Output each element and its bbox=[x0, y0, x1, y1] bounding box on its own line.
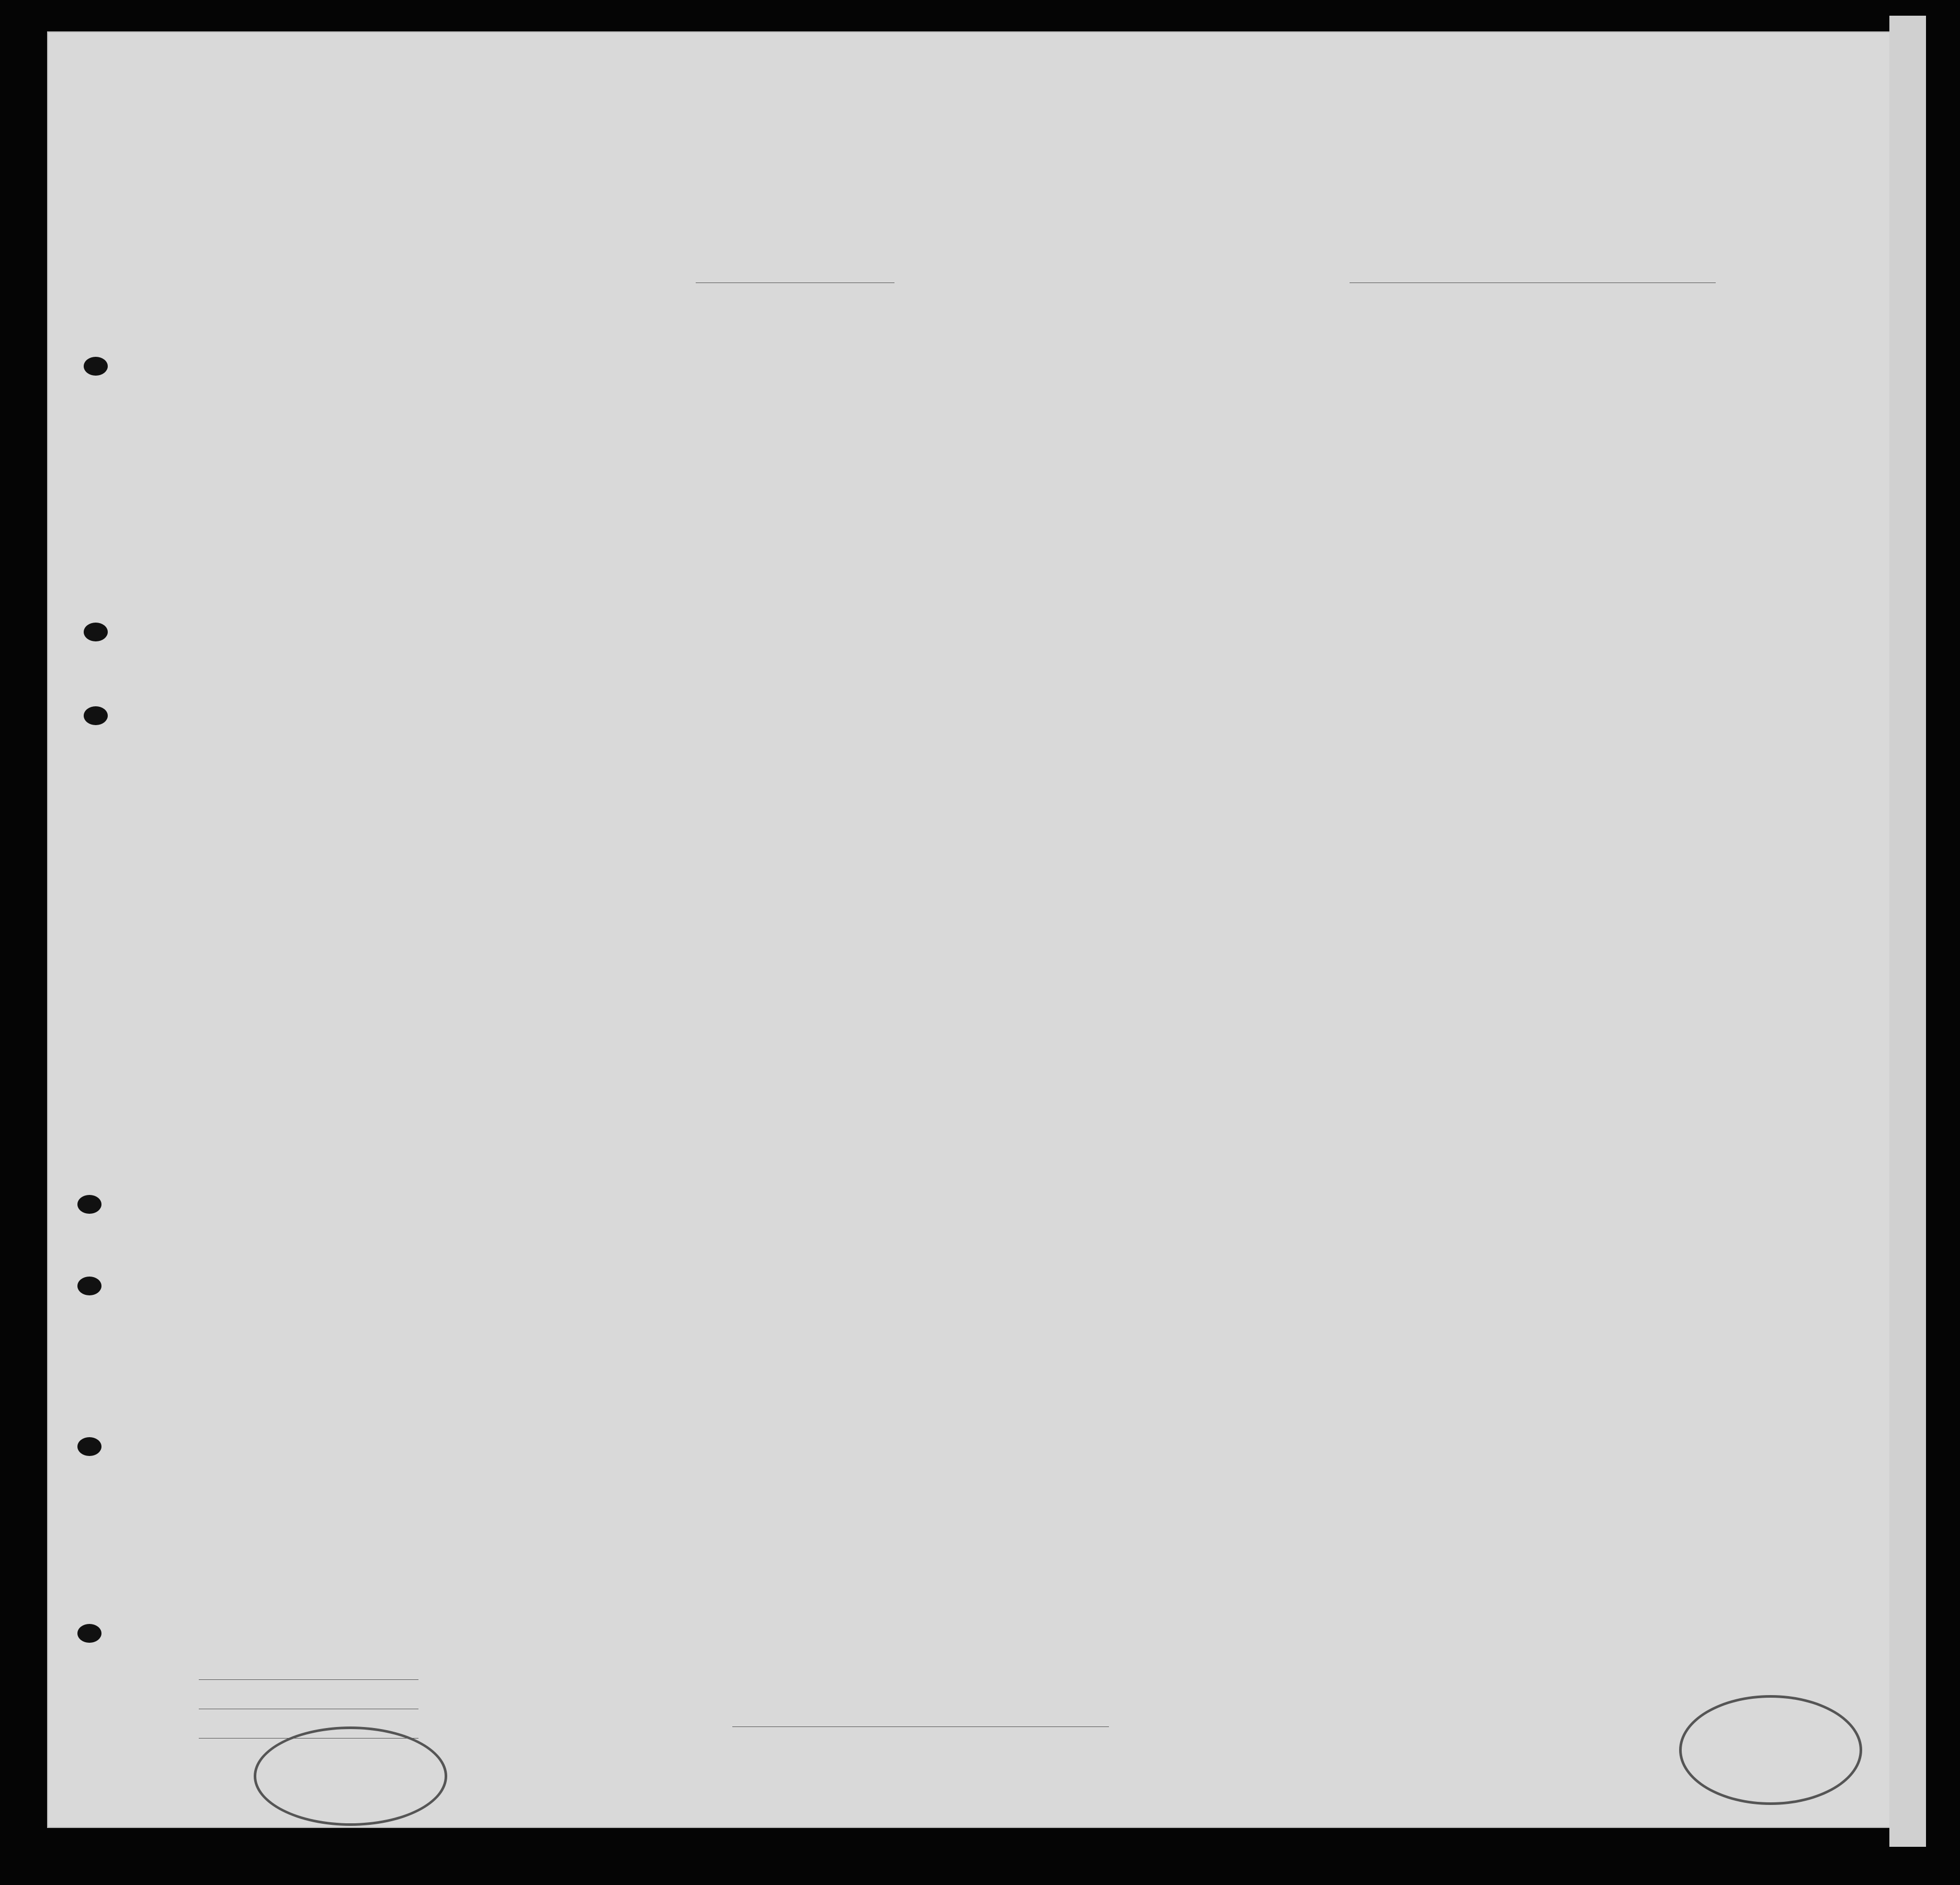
binder-hole bbox=[77, 1624, 101, 1643]
binder-hole bbox=[84, 706, 108, 725]
office-stamp-right bbox=[1679, 1695, 1862, 1805]
binder-hole bbox=[77, 1195, 101, 1214]
inspector-signature-rule bbox=[732, 1726, 1109, 1727]
binder-hole bbox=[77, 1437, 101, 1456]
binder-hole bbox=[84, 357, 108, 376]
line-rule bbox=[199, 1679, 418, 1680]
binder-hole bbox=[84, 623, 108, 641]
office-stamp-left bbox=[254, 1726, 447, 1826]
adjacent-page-edge bbox=[1889, 16, 1926, 1847]
binder-hole bbox=[77, 1277, 101, 1295]
manifest-sheet bbox=[47, 31, 1890, 1828]
